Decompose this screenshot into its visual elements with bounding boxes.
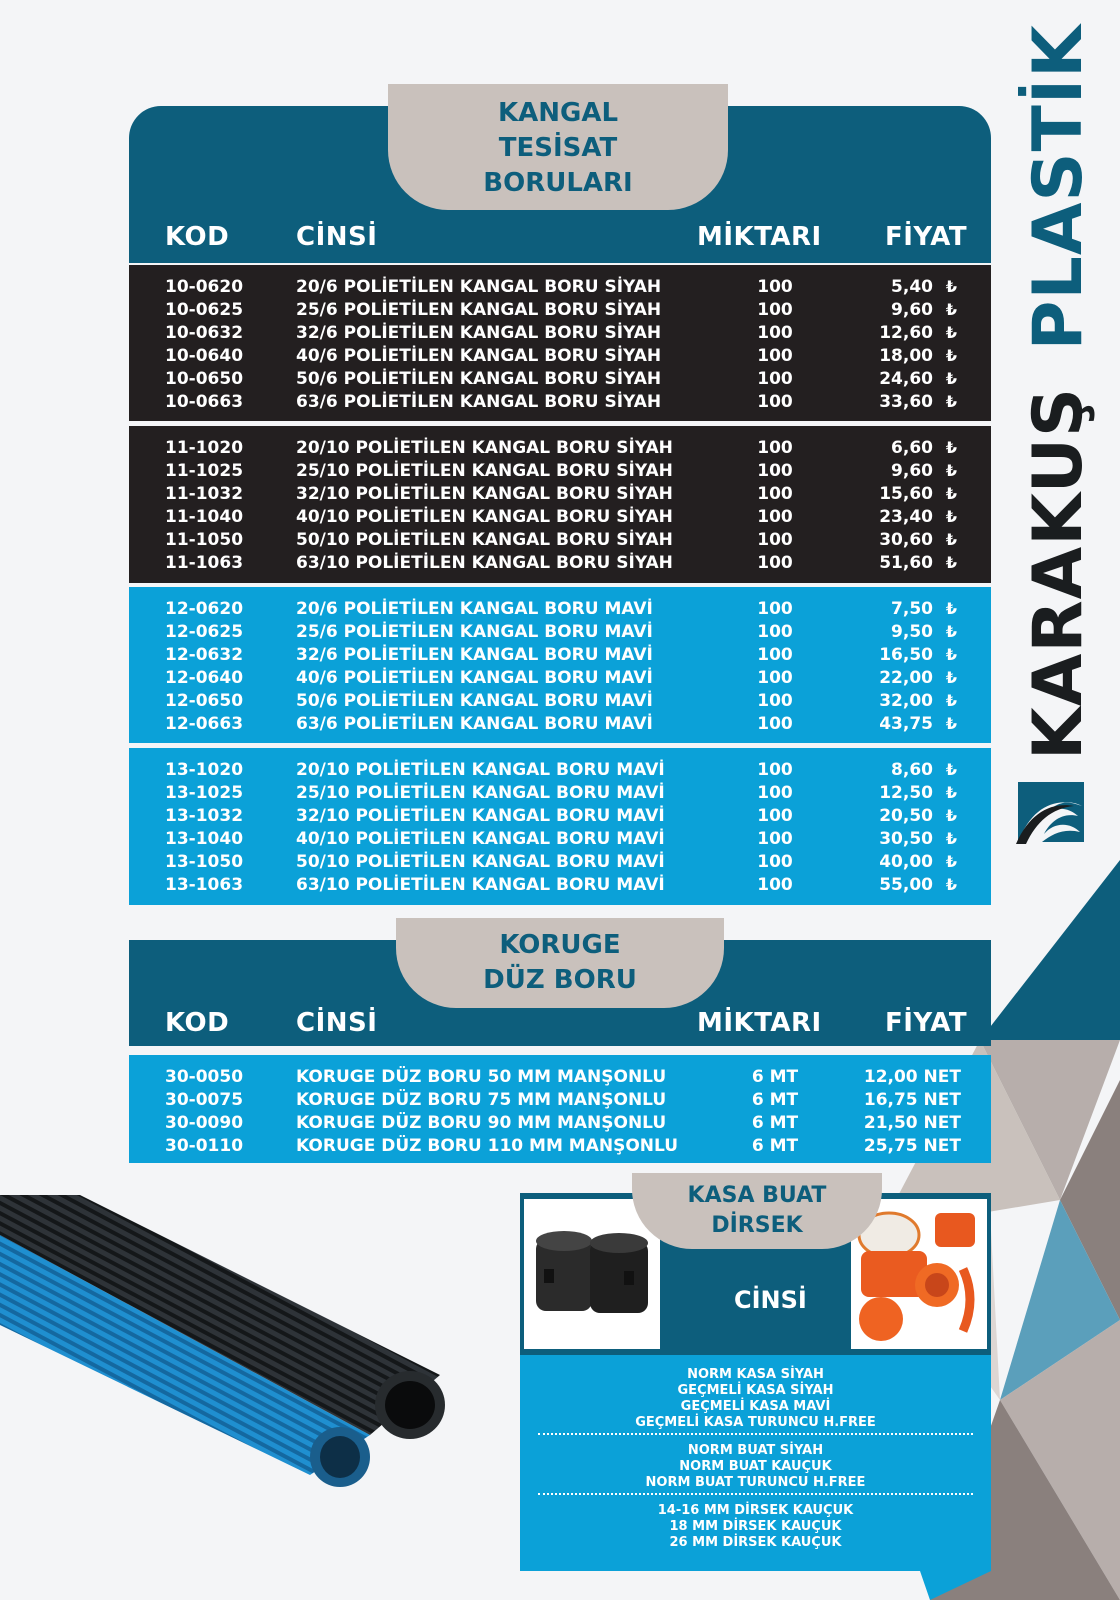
list-item: NORM BUAT KAUÇUK bbox=[679, 1459, 832, 1474]
row-fiyat: 8,60 bbox=[891, 760, 933, 780]
row-miktar: 100 bbox=[757, 599, 793, 619]
table-row bbox=[129, 530, 991, 553]
row-fiyat: 20,50 bbox=[879, 806, 933, 826]
lira-icon: ₺ bbox=[945, 461, 957, 480]
row-fiyat: 9,60 bbox=[891, 461, 933, 481]
row-fiyat: 9,50 bbox=[891, 622, 933, 642]
col-header-kod: KOD bbox=[165, 222, 230, 252]
table-row bbox=[129, 714, 991, 737]
table-row bbox=[129, 277, 991, 300]
lira-icon: ₺ bbox=[945, 484, 957, 503]
col-header-cinsi: CİNSİ bbox=[296, 222, 378, 252]
row-kod: 13-1063 bbox=[165, 875, 244, 895]
row-miktar: 100 bbox=[757, 783, 793, 803]
lira-icon: ₺ bbox=[945, 875, 957, 894]
row-fiyat: 33,60 bbox=[879, 392, 933, 412]
row-miktar: 100 bbox=[757, 829, 793, 849]
row-cinsi: 50/10 POLİETİLEN KANGAL BORU MAVİ bbox=[296, 852, 665, 872]
row-miktar: 100 bbox=[757, 553, 793, 573]
lira-icon: ₺ bbox=[945, 806, 957, 825]
section1-title-tab bbox=[388, 84, 728, 210]
row-fiyat: 15,60 bbox=[879, 484, 933, 504]
lira-icon: ₺ bbox=[945, 783, 957, 802]
table-group-1 bbox=[129, 265, 991, 421]
row-kod: 13-1050 bbox=[165, 852, 244, 872]
row-fiyat: 7,50 bbox=[891, 599, 933, 619]
lira-icon: ₺ bbox=[945, 392, 957, 411]
row-kod: 12-0650 bbox=[165, 691, 244, 711]
lira-icon: ₺ bbox=[945, 622, 957, 641]
row-kod: 13-1025 bbox=[165, 783, 244, 803]
lira-icon: ₺ bbox=[945, 829, 957, 848]
row-miktar: 100 bbox=[757, 346, 793, 366]
table-row bbox=[129, 461, 991, 484]
row-kod: 11-1063 bbox=[165, 553, 244, 573]
row-fiyat: 6,60 bbox=[891, 438, 933, 458]
row-kod: 12-0632 bbox=[165, 645, 244, 665]
row-cinsi: 25/6 POLİETİLEN KANGAL BORU MAVİ bbox=[296, 622, 653, 642]
list-item: GEÇMELİ KASA TURUNCU H.FREE bbox=[635, 1415, 876, 1430]
row-cinsi: KORUGE DÜZ BORU 75 MM MANŞONLU bbox=[296, 1090, 667, 1110]
row-cinsi: KORUGE DÜZ BORU 50 MM MANŞONLU bbox=[296, 1067, 667, 1087]
row-kod: 10-0620 bbox=[165, 277, 244, 297]
lira-icon: ₺ bbox=[945, 346, 957, 365]
list-item: 14-16 MM DİRSEK KAUÇUK bbox=[657, 1503, 854, 1518]
list-item: NORM BUAT TURUNCU H.FREE bbox=[645, 1475, 866, 1490]
row-kod: 30-0075 bbox=[165, 1090, 244, 1110]
table-row bbox=[129, 622, 991, 645]
lira-icon: ₺ bbox=[945, 599, 957, 618]
section2-title-line1: KORUGE bbox=[499, 930, 621, 960]
table-row bbox=[129, 668, 991, 691]
row-fiyat: 12,00 NET bbox=[863, 1067, 961, 1087]
row-kod: 30-0090 bbox=[165, 1113, 244, 1133]
table-group-3 bbox=[129, 587, 991, 743]
row-kod: 11-1025 bbox=[165, 461, 244, 481]
row-cinsi: 63/10 POLİETİLEN KANGAL BORU SİYAH bbox=[296, 553, 673, 573]
table-row bbox=[129, 438, 991, 461]
list-item: GEÇMELİ KASA MAVİ bbox=[680, 1399, 831, 1414]
list-item: NORM KASA SİYAH bbox=[687, 1367, 824, 1382]
brand-name-part2: PLASTİK bbox=[1019, 24, 1098, 351]
row-miktar: 100 bbox=[757, 875, 793, 895]
col2-header-cinsi: CİNSİ bbox=[296, 1008, 378, 1038]
table-row bbox=[129, 806, 991, 829]
row-miktar: 100 bbox=[757, 507, 793, 527]
row-cinsi: KORUGE DÜZ BORU 90 MM MANŞONLU bbox=[296, 1113, 667, 1133]
row-cinsi: 63/6 POLİETİLEN KANGAL BORU MAVİ bbox=[296, 714, 653, 734]
row-kod: 11-1032 bbox=[165, 484, 244, 504]
lira-icon: ₺ bbox=[945, 691, 957, 710]
row-cinsi: 20/10 POLİETİLEN KANGAL BORU SİYAH bbox=[296, 438, 673, 458]
row-cinsi: 20/6 POLİETİLEN KANGAL BORU SİYAH bbox=[296, 277, 662, 297]
table-row bbox=[129, 599, 991, 622]
brand-wordmark bbox=[1019, 24, 1098, 760]
table-row bbox=[129, 852, 991, 875]
row-cinsi: KORUGE DÜZ BORU 110 MM MANŞONLU bbox=[296, 1136, 679, 1156]
row-miktar: 100 bbox=[757, 530, 793, 550]
section1-title-line2: TESİSAT bbox=[498, 133, 618, 163]
row-fiyat: 21,50 NET bbox=[863, 1113, 961, 1133]
dotted-divider bbox=[538, 1493, 973, 1495]
row-miktar: 100 bbox=[757, 645, 793, 665]
row-cinsi: 40/10 POLİETİLEN KANGAL BORU SİYAH bbox=[296, 507, 673, 527]
table-row bbox=[129, 691, 991, 714]
lira-icon: ₺ bbox=[945, 553, 957, 572]
row-fiyat: 51,60 bbox=[879, 553, 933, 573]
section3-header-cinsi: CİNSİ bbox=[734, 1286, 807, 1314]
row-kod: 10-0650 bbox=[165, 369, 244, 389]
row-cinsi: 40/6 POLİETİLEN KANGAL BORU MAVİ bbox=[296, 668, 653, 688]
row-fiyat: 25,75 NET bbox=[863, 1136, 961, 1156]
table-row bbox=[129, 829, 991, 852]
col-header-fiyat: FİYAT bbox=[885, 222, 968, 252]
corrugated-pipes-photo bbox=[0, 1195, 480, 1495]
row-miktar: 100 bbox=[757, 323, 793, 343]
lira-icon: ₺ bbox=[945, 645, 957, 664]
row-fiyat: 5,40 bbox=[891, 277, 933, 297]
row-miktar: 100 bbox=[757, 369, 793, 389]
row-fiyat: 16,50 bbox=[879, 645, 933, 665]
row-kod: 10-0625 bbox=[165, 300, 244, 320]
row-fiyat: 12,60 bbox=[879, 323, 933, 343]
lira-icon: ₺ bbox=[945, 852, 957, 871]
table-row bbox=[129, 875, 991, 898]
row-kod: 12-0640 bbox=[165, 668, 244, 688]
row-cinsi: 32/10 POLİETİLEN KANGAL BORU MAVİ bbox=[296, 806, 665, 826]
row-miktar: 100 bbox=[757, 806, 793, 826]
row-kod: 30-0110 bbox=[165, 1136, 244, 1156]
list-item: 18 MM DİRSEK KAUÇUK bbox=[669, 1519, 842, 1534]
table-row bbox=[129, 484, 991, 507]
row-miktar: 6 MT bbox=[751, 1113, 799, 1133]
section3-title-line2: DİRSEK bbox=[711, 1213, 803, 1238]
table-row bbox=[129, 1136, 991, 1159]
row-fiyat: 23,40 bbox=[879, 507, 933, 527]
list-item: NORM BUAT SİYAH bbox=[687, 1443, 824, 1458]
row-kod: 12-0620 bbox=[165, 599, 244, 619]
row-fiyat: 30,60 bbox=[879, 530, 933, 550]
list-item: 26 MM DİRSEK KAUÇUK bbox=[669, 1535, 842, 1550]
row-cinsi: 25/6 POLİETİLEN KANGAL BORU SİYAH bbox=[296, 300, 662, 320]
row-cinsi: 50/6 POLİETİLEN KANGAL BORU MAVİ bbox=[296, 691, 653, 711]
lira-icon: ₺ bbox=[945, 760, 957, 779]
dotted-divider bbox=[538, 1433, 973, 1435]
row-cinsi: 63/10 POLİETİLEN KANGAL BORU MAVİ bbox=[296, 875, 665, 895]
row-cinsi: 32/10 POLİETİLEN KANGAL BORU SİYAH bbox=[296, 484, 673, 504]
col2-header-kod: KOD bbox=[165, 1008, 230, 1038]
row-fiyat: 16,75 NET bbox=[863, 1090, 961, 1110]
table-row bbox=[129, 553, 991, 576]
row-kod: 10-0640 bbox=[165, 346, 244, 366]
row-cinsi: 63/6 POLİETİLEN KANGAL BORU SİYAH bbox=[296, 392, 662, 412]
row-kod: 13-1032 bbox=[165, 806, 244, 826]
row-fiyat: 18,00 bbox=[879, 346, 933, 366]
koruge-table bbox=[129, 1055, 991, 1163]
kasa-buat-box bbox=[520, 1193, 991, 1571]
section2-title-line2: DÜZ BORU bbox=[483, 965, 637, 995]
row-cinsi: 32/6 POLİETİLEN KANGAL BORU SİYAH bbox=[296, 323, 662, 343]
row-miktar: 6 MT bbox=[751, 1136, 799, 1156]
table-row bbox=[129, 346, 991, 369]
table-row bbox=[129, 760, 991, 783]
section1-title-line1: KANGAL bbox=[497, 98, 619, 128]
row-miktar: 6 MT bbox=[751, 1090, 799, 1110]
table-group-2 bbox=[129, 426, 991, 583]
bird-logo-icon bbox=[1012, 776, 1090, 846]
table-row bbox=[129, 323, 991, 346]
table-row bbox=[129, 783, 991, 806]
table-row bbox=[129, 369, 991, 392]
table-row bbox=[129, 507, 991, 530]
row-kod: 11-1040 bbox=[165, 507, 244, 527]
row-miktar: 100 bbox=[757, 392, 793, 412]
table-row bbox=[129, 645, 991, 668]
row-miktar: 100 bbox=[757, 714, 793, 734]
section3-title-tab bbox=[632, 1173, 882, 1249]
row-kod: 11-1020 bbox=[165, 438, 244, 458]
row-miktar: 100 bbox=[757, 484, 793, 504]
row-miktar: 100 bbox=[757, 277, 793, 297]
lira-icon: ₺ bbox=[945, 323, 957, 342]
row-cinsi: 50/6 POLİETİLEN KANGAL BORU SİYAH bbox=[296, 369, 662, 389]
row-cinsi: 25/10 POLİETİLEN KANGAL BORU SİYAH bbox=[296, 461, 673, 481]
row-kod: 13-1040 bbox=[165, 829, 244, 849]
row-fiyat: 55,00 bbox=[879, 875, 933, 895]
row-fiyat: 24,60 bbox=[879, 369, 933, 389]
kasa-buat-list bbox=[520, 1355, 991, 1571]
table-row bbox=[129, 1067, 991, 1090]
row-cinsi: 40/10 POLİETİLEN KANGAL BORU MAVİ bbox=[296, 829, 665, 849]
row-fiyat: 30,50 bbox=[879, 829, 933, 849]
table-group-4 bbox=[129, 748, 991, 905]
col2-header-miktari: MİKTARI bbox=[697, 1008, 822, 1038]
section1-title-line3: BORULARI bbox=[483, 168, 633, 198]
row-fiyat: 43,75 bbox=[879, 714, 933, 734]
row-fiyat: 12,50 bbox=[879, 783, 933, 803]
row-miktar: 100 bbox=[757, 300, 793, 320]
lira-icon: ₺ bbox=[945, 300, 957, 319]
row-fiyat: 22,00 bbox=[879, 668, 933, 688]
row-kod: 12-0663 bbox=[165, 714, 244, 734]
row-kod: 10-0663 bbox=[165, 392, 244, 412]
row-fiyat: 9,60 bbox=[891, 300, 933, 320]
lira-icon: ₺ bbox=[945, 507, 957, 526]
section3-title-line1: KASA BUAT bbox=[687, 1183, 827, 1208]
row-cinsi: 25/10 POLİETİLEN KANGAL BORU MAVİ bbox=[296, 783, 665, 803]
row-fiyat: 32,00 bbox=[879, 691, 933, 711]
row-cinsi: 20/6 POLİETİLEN KANGAL BORU MAVİ bbox=[296, 599, 653, 619]
row-cinsi: 40/6 POLİETİLEN KANGAL BORU SİYAH bbox=[296, 346, 662, 366]
row-miktar: 100 bbox=[757, 691, 793, 711]
row-fiyat: 40,00 bbox=[879, 852, 933, 872]
list-item: GEÇMELİ KASA SİYAH bbox=[677, 1383, 834, 1398]
row-miktar: 100 bbox=[757, 438, 793, 458]
lira-icon: ₺ bbox=[945, 668, 957, 687]
table-row bbox=[129, 300, 991, 323]
table-row bbox=[129, 1090, 991, 1113]
col-header-miktari: MİKTARI bbox=[697, 222, 822, 252]
row-kod: 13-1020 bbox=[165, 760, 244, 780]
row-cinsi: 32/6 POLİETİLEN KANGAL BORU MAVİ bbox=[296, 645, 653, 665]
table-row bbox=[129, 392, 991, 415]
row-cinsi: 50/10 POLİETİLEN KANGAL BORU SİYAH bbox=[296, 530, 673, 550]
row-kod: 12-0625 bbox=[165, 622, 244, 642]
row-miktar: 100 bbox=[757, 760, 793, 780]
section2-title-tab bbox=[396, 918, 724, 1008]
table-row bbox=[129, 1113, 991, 1136]
lira-icon: ₺ bbox=[945, 369, 957, 388]
lira-icon: ₺ bbox=[945, 438, 957, 457]
lira-icon: ₺ bbox=[945, 530, 957, 549]
lira-icon: ₺ bbox=[945, 714, 957, 733]
brand-name-part1: KARAKUŞ bbox=[1019, 387, 1098, 760]
lira-icon: ₺ bbox=[945, 277, 957, 296]
col2-header-fiyat: FİYAT bbox=[885, 1008, 968, 1038]
row-kod: 30-0050 bbox=[165, 1067, 244, 1087]
row-kod: 10-0632 bbox=[165, 323, 244, 343]
row-miktar: 100 bbox=[757, 668, 793, 688]
row-miktar: 6 MT bbox=[751, 1067, 799, 1087]
row-miktar: 100 bbox=[757, 852, 793, 872]
row-miktar: 100 bbox=[757, 461, 793, 481]
row-kod: 11-1050 bbox=[165, 530, 244, 550]
row-miktar: 100 bbox=[757, 622, 793, 642]
row-cinsi: 20/10 POLİETİLEN KANGAL BORU MAVİ bbox=[296, 760, 665, 780]
